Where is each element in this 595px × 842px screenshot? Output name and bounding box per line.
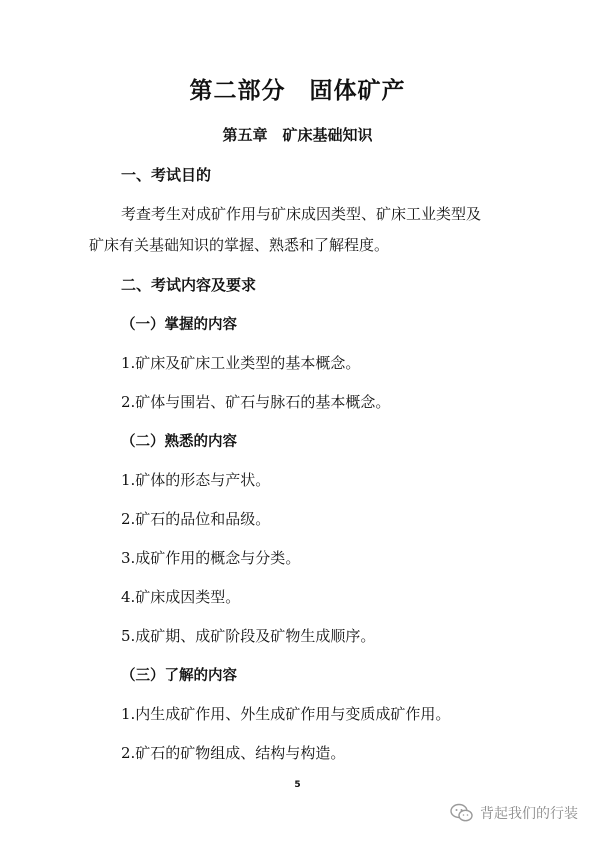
- subsection-heading-master: （一）掌握的内容: [121, 316, 237, 333]
- list-item: 2.矿石的品位和品级。: [121, 510, 271, 528]
- list-item: 2.矿体与围岩、矿石与脉石的基本概念。: [121, 393, 391, 411]
- section-heading-exam-purpose: 一、考试目的: [121, 166, 212, 184]
- wechat-icon: [450, 803, 474, 823]
- chapter-title: 第五章 矿床基础知识: [222, 126, 373, 144]
- section-heading-exam-content: 二、考试内容及要求: [121, 276, 257, 294]
- exam-purpose-line-2: 矿床有关基础知识的掌握、熟悉和了解程度。: [89, 236, 390, 254]
- subsection-heading-familiar: （二）熟悉的内容: [121, 433, 237, 450]
- page-number: 5: [294, 780, 301, 790]
- exam-purpose-line-1: 考查考生对成矿作用与矿床成因类型、矿床工业类型及: [121, 205, 482, 223]
- list-item: 3.成矿作用的概念与分类。: [121, 549, 301, 567]
- list-item: 2.矿石的矿物组成、结构与构造。: [121, 744, 346, 762]
- subsection-heading-understand: （三）了解的内容: [121, 667, 237, 684]
- list-item: 1.矿体的形态与产状。: [121, 471, 271, 489]
- list-item: 1.矿床及矿床工业类型的基本概念。: [121, 354, 361, 372]
- list-item: 4.矿床成因类型。: [121, 588, 241, 606]
- list-item: 1.内生成矿作用、外生成矿作用与变质成矿作用。: [121, 705, 451, 723]
- part-title: 第二部分 固体矿产: [189, 78, 406, 104]
- watermark-text: 背起我们的行装: [480, 806, 578, 822]
- list-item: 5.成矿期、成矿阶段及矿物生成顺序。: [121, 627, 376, 645]
- watermark: [450, 803, 578, 823]
